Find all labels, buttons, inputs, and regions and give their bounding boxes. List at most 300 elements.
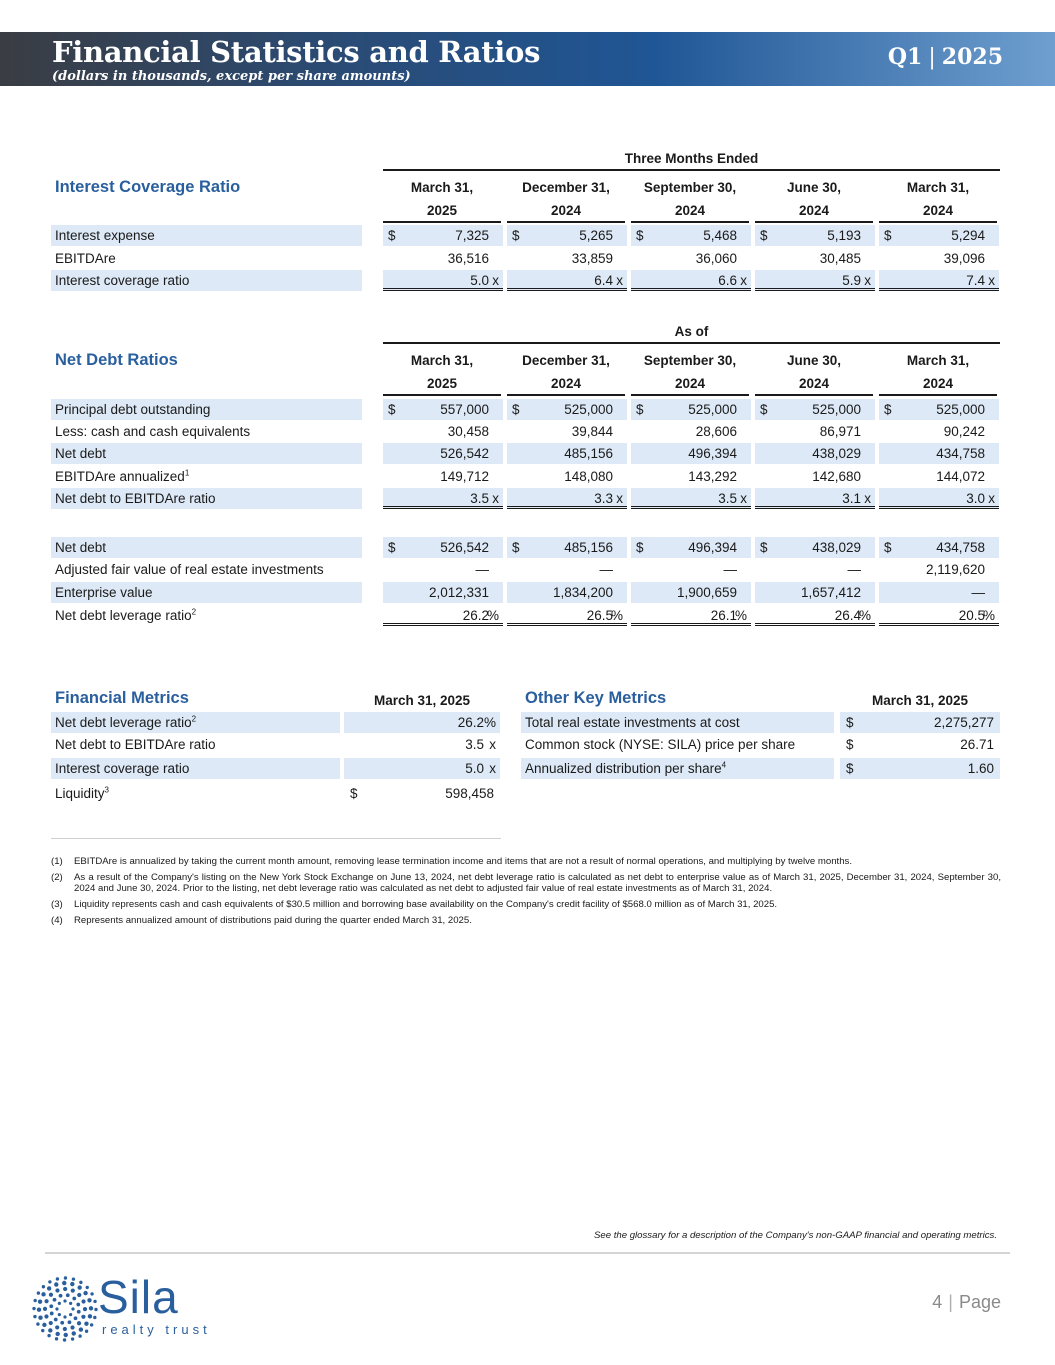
cell-value: 39,096	[943, 251, 985, 266]
unit-symbol: x	[864, 273, 871, 288]
cell-value: 526,542	[440, 540, 489, 555]
table-cell	[631, 466, 751, 487]
table-cell	[755, 270, 875, 291]
metric-value: 26.2	[457, 715, 484, 730]
metric-label	[51, 758, 340, 779]
logo-dot	[42, 1285, 45, 1288]
table-cell	[879, 559, 999, 580]
footnote-number: (1)	[51, 856, 63, 867]
currency-symbol: $	[846, 761, 854, 776]
metric-label	[51, 734, 340, 755]
logo-dot	[64, 1333, 68, 1337]
logo-dot	[63, 1299, 66, 1302]
logo-dot	[85, 1330, 88, 1333]
table-cell	[879, 466, 999, 487]
logo-dot	[54, 1318, 58, 1322]
footnote-number: (4)	[51, 915, 63, 926]
table-cell	[383, 559, 503, 580]
unit-symbol: x	[864, 491, 871, 506]
logo-dot	[33, 1315, 36, 1318]
logo-tagline: realty trust	[102, 1322, 211, 1337]
cell-value: 26.1	[710, 608, 737, 623]
cell-value: 26.5	[586, 608, 613, 623]
metric-value: 5.0	[465, 761, 484, 776]
page-number-value: 4	[932, 1292, 943, 1312]
column-date: March 31,	[906, 180, 970, 195]
table-cell	[507, 582, 627, 603]
column-year: 2024	[879, 376, 997, 396]
table-cell	[383, 248, 503, 269]
metric-label	[521, 758, 834, 779]
column-date: March 31,	[410, 180, 474, 195]
logo-dot	[93, 1316, 96, 1319]
cell-value: 142,680	[812, 469, 861, 484]
row-label	[51, 225, 362, 246]
table-cell	[631, 488, 751, 509]
logo-dot	[69, 1302, 72, 1305]
cell-value: 7,325	[455, 228, 489, 243]
table-cell	[383, 537, 503, 558]
table-cell	[879, 248, 999, 269]
cell-value: 496,394	[688, 446, 737, 461]
table-cell	[879, 443, 999, 464]
metric-label-text: Net debt leverage ratio	[55, 715, 192, 730]
table-cell	[507, 466, 627, 487]
logo-dot	[56, 1277, 59, 1280]
table-cell	[383, 605, 503, 626]
table-cell	[879, 488, 999, 509]
table-cell	[631, 559, 751, 580]
column-year: 2024	[755, 376, 873, 396]
column-header	[755, 180, 873, 223]
row-label-text: Principal debt outstanding	[55, 402, 211, 417]
year-label: 2025	[941, 44, 1003, 70]
unit-symbol: x	[489, 737, 496, 752]
cell-value: 526,542	[440, 446, 489, 461]
unit-symbol: x	[616, 273, 623, 288]
unit-symbol: x	[740, 491, 747, 506]
metric-label-text: Common stock (NYSE: SILA) price per share	[525, 737, 796, 752]
unit-symbol: x	[489, 761, 496, 776]
column-header	[383, 180, 501, 223]
table-row	[0, 488, 1055, 509]
column-year: 2024	[507, 376, 625, 396]
cell-value: 20.5	[958, 608, 985, 623]
logo-dot	[71, 1307, 74, 1310]
column-date: June 30,	[786, 180, 842, 195]
cell-value: 2,012,331	[428, 585, 489, 600]
group-header: As of	[383, 324, 1000, 344]
logo-dot	[63, 1338, 66, 1341]
cell-value: 5,294	[951, 228, 985, 243]
row-label	[51, 399, 362, 420]
logo-dot	[79, 1281, 82, 1284]
cell-value: 3.0	[966, 491, 985, 506]
cell-value: 3.3	[594, 491, 613, 506]
logo-dot	[60, 1321, 64, 1325]
cell-value: 434,758	[936, 446, 985, 461]
table-cell	[755, 559, 875, 580]
table-cell	[383, 488, 503, 509]
cell-value: 6.4	[594, 273, 613, 288]
logo-dot	[48, 1280, 51, 1283]
logo-dot	[37, 1291, 40, 1294]
cell-value: 30,485	[819, 251, 861, 266]
logo-dot	[72, 1331, 76, 1335]
metric-row	[51, 712, 500, 733]
table-row	[0, 248, 1055, 269]
column-year: 2024	[755, 203, 873, 223]
cell-value: 149,712	[440, 469, 489, 484]
table-row	[0, 605, 1055, 626]
metric-label	[51, 783, 340, 804]
cell-value: 485,156	[564, 540, 613, 555]
sila-logo	[32, 1271, 222, 1346]
logo-dot	[50, 1312, 54, 1316]
logo-dot	[42, 1323, 46, 1327]
logo-dot	[83, 1307, 87, 1311]
row-label	[51, 466, 362, 487]
table-cell	[879, 582, 999, 603]
cell-value: 1,834,200	[552, 585, 613, 600]
footnote-text: EBITDAre is annualized by taking the current month amount, removing lease termination income and items that are not a result of normal operations, and multiplying by twelve months.	[74, 856, 853, 867]
period-label	[888, 44, 1003, 70]
cell-value: 3.5	[470, 491, 489, 506]
logo-dot	[77, 1310, 81, 1314]
footnote-item	[51, 915, 1001, 926]
column-year: 2024	[631, 376, 749, 396]
row-label-text: Interest coverage ratio	[55, 273, 190, 288]
logo-dot	[83, 1291, 87, 1295]
unit-symbol: x	[616, 491, 623, 506]
currency-symbol: $	[350, 786, 358, 801]
other-metrics-column-header: March 31, 2025	[871, 693, 969, 708]
logo-dot	[81, 1299, 85, 1303]
table-cell	[755, 399, 875, 420]
cell-value: 525,000	[936, 402, 985, 417]
cell-value: 28,606	[695, 424, 737, 439]
metric-value: 26.71	[960, 737, 994, 752]
other-metrics-title: Other Key Metrics	[525, 689, 667, 707]
cell-value: 5.9	[842, 273, 861, 288]
logo-dot	[72, 1277, 75, 1280]
table-cell	[631, 421, 751, 442]
metric-row	[521, 712, 1000, 733]
table-cell	[879, 225, 999, 246]
cell-value: 36,516	[447, 251, 489, 266]
header-banner	[0, 32, 1055, 86]
logo-dot	[77, 1293, 81, 1297]
cell-value: 1,900,659	[676, 585, 737, 600]
logo-dot	[38, 1299, 42, 1303]
table-cell	[755, 466, 875, 487]
row-label	[51, 421, 362, 442]
column-date: March 31,	[410, 353, 474, 368]
table-cell	[631, 582, 751, 603]
table-cell	[383, 399, 503, 420]
logo-dot	[47, 1286, 51, 1290]
table-cell	[631, 399, 751, 420]
logo-dot	[64, 1276, 67, 1279]
table-cell	[507, 270, 627, 291]
logo-dot	[72, 1297, 76, 1301]
metric-value: 1.60	[967, 761, 994, 776]
unit-symbol: x	[988, 273, 995, 288]
column-year: 2025	[383, 203, 501, 223]
logo-dot	[76, 1303, 80, 1307]
logo-dot	[90, 1292, 93, 1295]
table-cell	[631, 443, 751, 464]
column-header	[755, 353, 873, 396]
row-label	[51, 537, 362, 558]
metric-label-text: Liquidity	[55, 786, 105, 801]
row-label-text: Adjusted fair value of real estate investments	[55, 562, 324, 577]
table-cell	[631, 537, 751, 558]
logo-dot	[55, 1325, 59, 1329]
logo-dot	[49, 1293, 53, 1297]
logo-dot	[41, 1329, 44, 1332]
table-cell	[383, 443, 503, 464]
cell-value: 30,458	[447, 424, 489, 439]
currency-symbol: $	[512, 540, 520, 555]
logo-dot	[48, 1328, 52, 1332]
table-cell	[383, 225, 503, 246]
table-cell	[507, 421, 627, 442]
period-separator: |	[928, 45, 936, 70]
column-date: March 31,	[906, 353, 970, 368]
table-cell	[755, 582, 875, 603]
cell-value: 39,844	[571, 424, 613, 439]
logo-dot	[86, 1286, 89, 1289]
table-cell	[507, 248, 627, 269]
financial-metrics-title: Financial Metrics	[55, 689, 189, 707]
table-cell	[383, 466, 503, 487]
footnote-item	[51, 856, 1001, 867]
table-cell	[631, 270, 751, 291]
table-cell	[755, 605, 875, 626]
metric-row	[51, 783, 500, 804]
cell-value: 3.1	[842, 491, 861, 506]
metric-row	[51, 734, 500, 755]
unit-symbol: x	[988, 491, 995, 506]
logo-dot	[78, 1334, 81, 1337]
table-cell	[631, 605, 751, 626]
row-label-text: Net debt	[55, 540, 107, 555]
cell-value: 5,193	[827, 228, 861, 243]
logo-dot	[37, 1308, 41, 1312]
row-label-text: Less: cash and cash equivalents	[55, 424, 251, 439]
column-header	[383, 353, 501, 396]
metric-label-text: Net debt to EBITDAre ratio	[55, 737, 216, 752]
table-cell	[755, 488, 875, 509]
currency-symbol: $	[846, 737, 854, 752]
table-cell	[755, 537, 875, 558]
logo-dot	[77, 1321, 81, 1325]
page-subtitle: (dollars in thousands, except per share amounts)	[52, 69, 411, 84]
row-label	[51, 582, 362, 603]
column-year: 2024	[631, 203, 749, 223]
table-cell	[507, 488, 627, 509]
logo-dot	[69, 1313, 72, 1316]
unit-symbol: x	[492, 273, 499, 288]
table-row	[0, 421, 1055, 442]
metric-value: 3.5	[465, 737, 484, 752]
table-row	[0, 399, 1055, 420]
cell-value: 86,971	[819, 424, 861, 439]
table-cell	[755, 443, 875, 464]
cell-value: —	[723, 562, 737, 577]
cell-value: 485,156	[564, 446, 613, 461]
unit-symbol: %	[483, 715, 496, 730]
footnote-item	[51, 872, 1001, 894]
logo-dot	[93, 1300, 96, 1303]
row-label-text: EBITDAre annualized	[55, 469, 185, 484]
cell-value: 6.6	[718, 273, 737, 288]
metric-row	[521, 734, 1000, 755]
row-label-text: EBITDAre	[55, 251, 116, 266]
table-cell	[631, 248, 751, 269]
logo-dot	[71, 1288, 75, 1292]
currency-symbol: $	[760, 540, 768, 555]
column-header	[631, 353, 749, 396]
logo-dot	[55, 1288, 59, 1292]
logo-dot	[88, 1314, 92, 1318]
metric-value: 598,458	[445, 786, 494, 801]
logo-dot	[58, 1313, 61, 1316]
logo-dot	[49, 1321, 53, 1325]
logo-dot	[79, 1327, 83, 1331]
cell-value: 525,000	[564, 402, 613, 417]
cell-value: —	[971, 585, 985, 600]
cell-value: 148,080	[564, 469, 613, 484]
cell-value: 26.4	[834, 608, 861, 623]
unit-symbol: %	[982, 608, 995, 623]
metric-value-cell	[840, 734, 1000, 755]
metric-label	[51, 712, 340, 733]
table-cell	[507, 605, 627, 626]
currency-symbol: $	[760, 402, 768, 417]
column-date: June 30,	[786, 353, 842, 368]
logo-dot	[41, 1292, 45, 1296]
metric-value-cell	[344, 783, 500, 804]
metric-value: 2,275,277	[933, 715, 994, 730]
sunburst-logo-icon	[32, 1276, 98, 1342]
table-row	[0, 559, 1055, 580]
row-label	[51, 248, 362, 269]
page-number	[932, 1292, 1001, 1313]
currency-symbol: $	[512, 228, 520, 243]
cell-value: 438,029	[812, 540, 861, 555]
group-header: Three Months Ended	[383, 151, 1000, 171]
table-cell	[507, 399, 627, 420]
table-cell	[383, 421, 503, 442]
logo-dot	[77, 1285, 81, 1289]
logo-dot	[87, 1298, 91, 1302]
column-date: December 31,	[522, 353, 610, 368]
glossary-note: See the glossary for a description of the Company's non-GAAP financial and operating metrics.	[593, 1230, 997, 1241]
unit-symbol: x	[492, 491, 499, 506]
cell-value: 438,029	[812, 446, 861, 461]
currency-symbol: $	[388, 402, 396, 417]
logo-dot	[58, 1302, 61, 1305]
table-cell	[383, 270, 503, 291]
logo-wordmark: Sila	[98, 1271, 179, 1323]
logo-dot	[66, 1293, 70, 1297]
table-cell	[755, 225, 875, 246]
table-cell	[507, 443, 627, 464]
currency-symbol: $	[512, 402, 520, 417]
table-cell	[879, 605, 999, 626]
column-header	[879, 353, 997, 396]
cell-value: —	[475, 562, 489, 577]
cell-value: 496,394	[688, 540, 737, 555]
cell-value: 1,657,412	[800, 585, 861, 600]
cell-value: 90,242	[943, 424, 985, 439]
logo-dot	[54, 1282, 58, 1286]
footnote-ref: 1	[184, 468, 190, 478]
page-separator: |	[948, 1292, 953, 1312]
unit-symbol: %	[486, 608, 499, 623]
row-label	[51, 605, 362, 626]
currency-symbol: $	[636, 228, 644, 243]
table-cell	[507, 225, 627, 246]
unit-symbol: %	[858, 608, 871, 623]
row-label-text: Net debt to EBITDAre ratio	[55, 491, 216, 506]
metric-label-text: Total real estate investments at cost	[525, 715, 740, 730]
metric-value-cell	[344, 712, 500, 733]
metric-row	[521, 758, 1000, 779]
cell-value: 5,265	[579, 228, 613, 243]
logo-dot	[68, 1320, 72, 1324]
currency-symbol: $	[388, 540, 396, 555]
section-title: Interest Coverage Ratio	[55, 178, 241, 196]
column-header	[507, 353, 625, 396]
logo-dot	[53, 1298, 57, 1302]
table-row	[0, 582, 1055, 603]
metric-row	[51, 758, 500, 779]
table-row	[0, 225, 1055, 246]
cell-value: 557,000	[440, 402, 489, 417]
row-label-text: Net debt leverage ratio	[55, 608, 192, 623]
currency-symbol: $	[884, 540, 892, 555]
currency-symbol: $	[846, 715, 854, 730]
column-date: September 30,	[643, 353, 737, 368]
currency-symbol: $	[636, 540, 644, 555]
logo-dot	[81, 1315, 85, 1319]
metric-label	[521, 734, 834, 755]
logo-dot	[55, 1337, 58, 1340]
metric-label-text: Interest coverage ratio	[55, 761, 190, 776]
footnote-ref: 3	[104, 785, 109, 795]
table-cell	[755, 421, 875, 442]
cell-value: 434,758	[936, 540, 985, 555]
footnote-ref: 2	[191, 714, 197, 724]
financial-metrics-column-header: March 31, 2025	[373, 693, 471, 708]
table-cell	[507, 537, 627, 558]
logo-dot	[55, 1332, 59, 1336]
logo-dot	[63, 1327, 67, 1331]
logo-dot	[63, 1287, 67, 1291]
cell-value: 2,119,620	[925, 562, 985, 577]
logo-dot	[55, 1307, 58, 1310]
cell-value: 33,859	[571, 251, 613, 266]
logo-dot	[43, 1307, 47, 1311]
unit-symbol: x	[740, 273, 747, 288]
row-label-text: Interest expense	[55, 228, 155, 243]
cell-value: 26.2	[462, 608, 489, 623]
table-cell	[755, 248, 875, 269]
divider	[51, 838, 501, 839]
